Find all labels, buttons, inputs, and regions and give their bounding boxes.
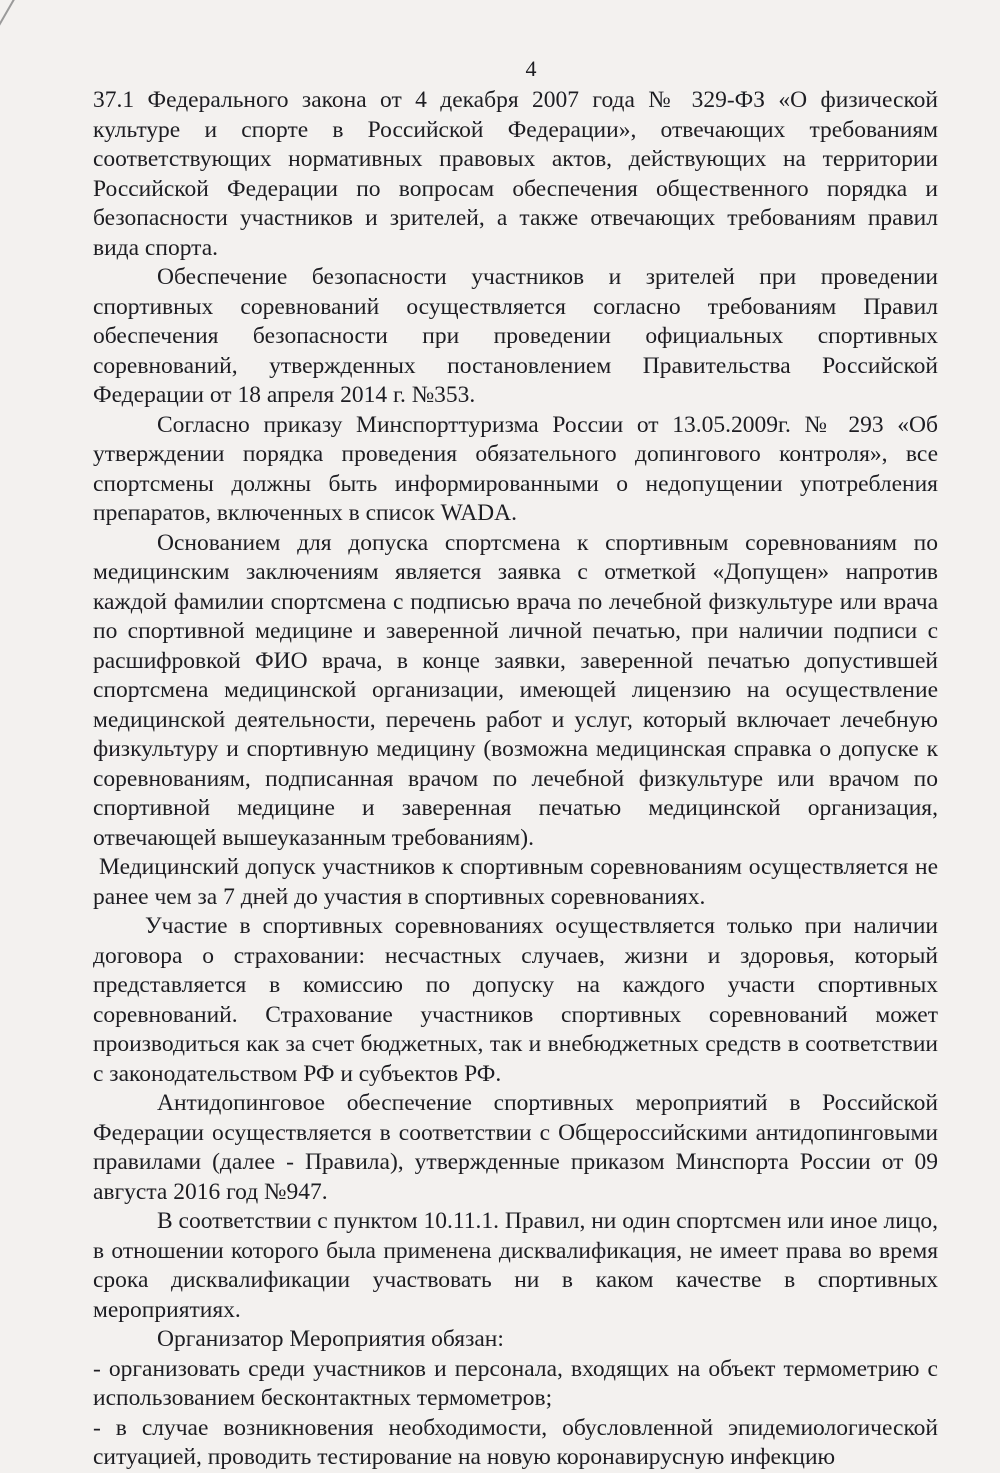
paragraph-organizer-duties: Организатор Мероприятия обязан: <box>157 1326 504 1352</box>
paragraph-antidoping: Антидопинговое обеспечение спортивных мероприятий в Российской Федерации осуществляется в соответствии с Общероссийскими антидопинговыми правилами (далее - Правила), утвержденные приказом Минспорта России от 09 августа 2016 год №947. <box>93 1090 938 1205</box>
paragraph-safety: Обеспечение безопасности участников и зрителей при проведении спортивных соревнований осуществляется согласно требованиям Правил обеспечения безопасности при проведении официальных спортивных соревнований, утвержденных постановлением Правительства Российской Федерации от 18 апреля 2014 г. №353. <box>93 264 938 408</box>
page-number: 4 <box>525 56 537 81</box>
list-item-thermometry: - организовать среди участников и персонала, входящих на объект термометрию с использованием бесконтактных термометров; <box>93 1355 938 1411</box>
paragraph-medical-admission: Основанием для допуска спортсмена к спортивным соревнованиям по медицинским заключениям является заявка с отметкой «Допущен» напротив каждой фамилии спортсмена с подписью врача по лечебной физкультуре или врача по спортивной медицине и заверенной личной печатью, при наличии подписи с расшифровкой ФИО врача, в конце заявки, заверенной печатью допустившей спортсмена медицинской организации, имеющей лицензию на осуществление медицинской деятельности, перечень работ и услуг, который включает лечебную физкультуру и спортивную медицину (возможна медицинская справка о допуске к соревнованиям, подписанная врачом по лечебной физкультуре или врачом по спортивной медицине и заверенная печатью медицинской организация, отвечающей вышеуказанным требованиям). <box>93 529 938 851</box>
paragraph-doping-order: Согласно приказу Минспорттуризма России от 13.05.2009г. № 293 «Об утверждении порядка проведения обязательного допингового контроля», все спортсмены должны быть информированными о недопущении употребления препаратов, включенных в список WADA. <box>93 411 938 526</box>
list-item-testing: - в случае возникновения необходимости, обусловленной эпидемиологической ситуацией, проводить тестирование на новую коронавирусную инфекцию <box>93 1414 938 1470</box>
paragraph-insurance: Участие в спортивных соревнованиях осуществляется только при наличии договора о страховании: несчастных случаев, жизни и здоровья, который представляется в комиссию по допуску на каждого участи спортивных соревнований. Страхование участников спортивных соревнований может производиться как за счет бюджетных, так и внебюджетных средств в соответствии с законодательством РФ и субъектов РФ. <box>93 913 938 1087</box>
paragraph-medical-timing: Медицинский допуск участников к спортивным соревнованиям осуществляется не ранее чем за 7 дней до участия в спортивных соревнованиях. <box>93 854 938 910</box>
paragraph-law-reference: 37.1 Федерального закона от 4 декабря 2007 года № 329-ФЗ «О физической культуре и спорте в Российской Федерации», отвечающих требованиям соответствующих нормативных правовых актов, действующих на территории Российской Федерации по вопросам обеспечения общественного порядка и безопасности участников и зрителей, а также отвечающих требованиям правил вида спорта. <box>93 87 938 261</box>
paragraph-disqualification: В соответствии с пунктом 10.11.1. Правил, ни один спортсмен или иное лицо, в отношении которого была применена дисквалификация, не имеет права во время срока дисквалификации участвовать ни в каком качестве в спортивных мероприятиях. <box>93 1208 938 1323</box>
document-body <box>93 86 938 1473</box>
